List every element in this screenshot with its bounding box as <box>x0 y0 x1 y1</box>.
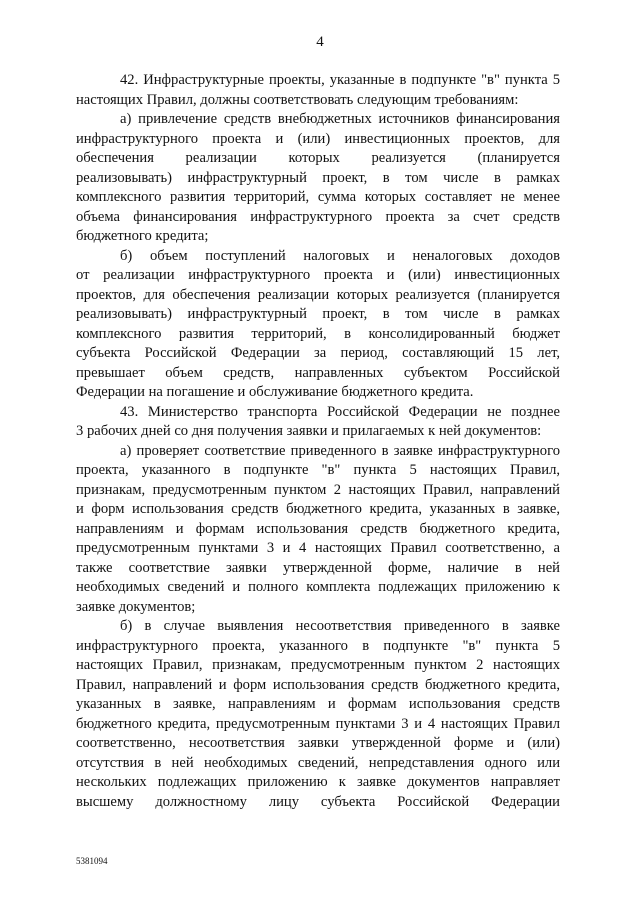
text-line: отсутствия в ней необходимых сведений, непредставления одного или <box>76 754 560 771</box>
text-line: 43. Министерство транспорта Российской Федерации не позднее <box>120 403 560 420</box>
text-line: бюджетного кредита, предусмотренным пунктами 3 и 4 настоящих Правил <box>76 715 560 732</box>
paragraph-p42 <box>76 71 560 110</box>
text-line: и форм использования средств бюджетного кредита, указанных в заявке, <box>76 501 560 517</box>
text-line: обеспечения реализации которых реализуется (планируется <box>76 150 560 166</box>
text-line: 42. Инфраструктурные проекты, указанные в подпункте "в" пункта 5 <box>120 72 560 88</box>
text-line: Правил, направлений и форм использования средств бюджетного кредита, <box>76 676 560 693</box>
text-line: Федерации на погашение и обслуживание бюджетного кредита. <box>76 384 474 400</box>
text-line: инфраструктурного проекта, указанного в подпункте "в" пункта 5 <box>76 637 560 654</box>
text-line: объема финансирования инфраструктурного проекта за счет средств <box>76 208 560 225</box>
text-line: также соответствие заявки утвержденной форме, наличие в ней <box>76 559 560 576</box>
document-body <box>76 71 560 812</box>
text-line: заявке документов; <box>76 598 196 615</box>
text-line: 3 рабочих дней со дня получения заявки и прилагаемых к ней документов: <box>76 423 542 439</box>
text-line: реализовывать) инфраструктурный проект, в том числе в рамках <box>76 306 560 322</box>
text-line: инфраструктурного проекта и (или) инвестиционных проектов, для <box>76 130 560 147</box>
text-line: проекта, указанного в подпункте "в" пункта 5 настоящих Правил, <box>76 462 560 478</box>
text-line: нескольких подлежащих приложению к заявке документов направляет <box>76 774 560 790</box>
paragraph-p43b <box>76 617 560 812</box>
text-line: высшему должностному лицу субъекта Российской Федерации <box>76 793 560 810</box>
text-line: комплексного развития территорий, сумма которых составляет не менее <box>76 189 560 205</box>
text-line: необходимых сведений и полного комплекта подлежащих приложению к <box>76 579 560 595</box>
page-number: 4 <box>316 34 324 50</box>
paragraph-p42b <box>76 247 560 403</box>
text-line: а) привлечение средств внебюджетных источников финансирования <box>120 111 560 127</box>
document-code: 5381094 <box>76 856 108 866</box>
text-line: реализовывать) инфраструктурный проект, в том числе в рамках <box>76 169 560 186</box>
paragraph-p42a <box>76 110 560 247</box>
text-line: настоящих Правил, должны соответствовать следующим требованиям: <box>76 91 519 108</box>
paragraph-p43 <box>76 403 560 442</box>
text-line: б) объем поступлений налоговых и неналоговых доходов <box>120 247 560 264</box>
text-line: предусмотренным пунктами 3 и 4 настоящих Правил соответственно, а <box>76 540 560 556</box>
text-line: субъекта Российской Федерации за период, составляющий 15 лет, <box>76 345 560 361</box>
text-line: указанных в заявке, направлениям и формам использования средств <box>76 696 560 712</box>
text-line: соответственно, несоответствия заявки утвержденной форме и (или) <box>76 735 560 751</box>
text-line: а) проверяет соответствие приведенного в заявке инфраструктурного <box>120 442 560 459</box>
text-line: комплексного развития территорий, в консолидированный бюджет <box>76 325 560 342</box>
text-line: проектов, для обеспечения реализации которых реализуется (планируется <box>76 286 560 303</box>
text-line: признакам, предусмотренным пунктом 2 настоящих Правил, направлений <box>76 481 560 498</box>
text-line: настоящих Правил, признакам, предусмотренным пунктом 2 настоящих <box>76 657 560 673</box>
text-line: от реализации инфраструктурного проекта и (или) инвестиционных <box>76 267 560 283</box>
text-line: б) в случае выявления несоответствия приведенного в заявке <box>120 618 560 634</box>
text-line: превышает объем средств, направленных субъектом Российской <box>76 364 560 381</box>
text-line: бюджетного кредита; <box>76 228 209 244</box>
paragraph-p43a <box>76 442 560 618</box>
text-line: направлениям и формам использования средств бюджетного кредита, <box>76 520 560 537</box>
